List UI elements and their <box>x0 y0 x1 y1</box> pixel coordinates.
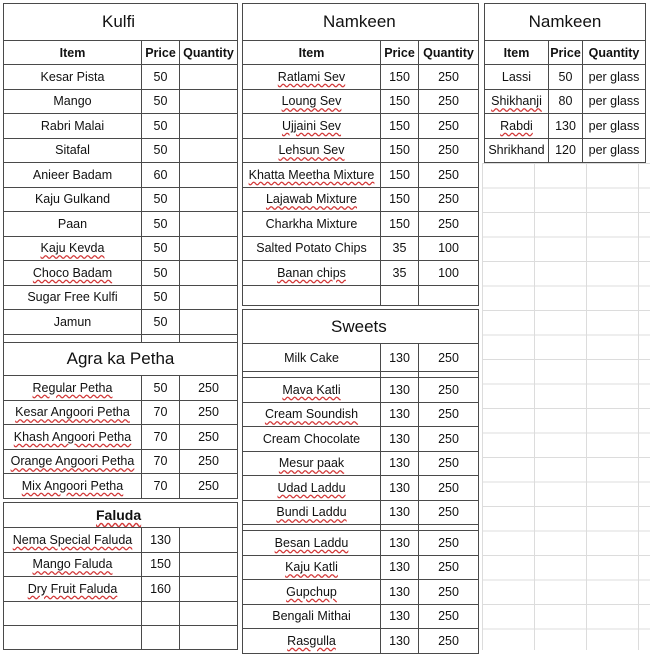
table-row <box>485 65 646 90</box>
item-price: 150 <box>381 163 419 188</box>
item-price: 130 <box>381 555 419 580</box>
item-name: Ratlami Sev <box>243 65 381 90</box>
item-name: Rabdi <box>485 114 549 139</box>
sweets-title: Sweets <box>243 310 479 344</box>
table-row <box>4 212 238 237</box>
item-name: Kesar Angoori Petha <box>4 400 142 425</box>
table-row <box>243 451 479 476</box>
item-quantity: 250 <box>419 212 479 237</box>
item-price: 130 <box>381 402 419 427</box>
item-price: 150 <box>381 138 419 163</box>
namkeen-table <box>242 3 479 306</box>
item-quantity: 250 <box>419 187 479 212</box>
table-row <box>243 629 479 654</box>
item-quantity: 250 <box>419 555 479 580</box>
table-row <box>243 236 479 261</box>
item-price: 150 <box>381 89 419 114</box>
item-name: Cream Chocolate <box>243 427 381 452</box>
item-name: Sitafal <box>4 138 142 163</box>
item-name: Regular Petha <box>4 376 142 401</box>
item-price: 150 <box>142 552 180 577</box>
item-price: 130 <box>381 629 419 654</box>
item-name: Kaju Kevda <box>4 236 142 261</box>
item-price: 160 <box>142 577 180 602</box>
item-name: Lajawab Mixture <box>243 187 381 212</box>
col-header-item: Item <box>4 41 142 65</box>
item-quantity: 250 <box>180 474 238 499</box>
table-row <box>4 138 238 163</box>
table-row <box>243 500 479 525</box>
item-price: 130 <box>549 114 583 139</box>
table-row <box>4 449 238 474</box>
item-name: Lehsun Sev <box>243 138 381 163</box>
item-name: Mava Katli <box>243 378 381 403</box>
item-name: Bengali Mithai <box>243 604 381 629</box>
item-quantity: 100 <box>419 236 479 261</box>
table-row <box>243 261 479 286</box>
table-row <box>243 163 479 188</box>
table-row <box>485 138 646 163</box>
item-name: Milk Cake <box>243 344 381 372</box>
sweets-table <box>242 309 479 654</box>
item-name: Udad Laddu <box>243 476 381 501</box>
item-price: 50 <box>549 65 583 90</box>
item-name: Salted Potato Chips <box>243 236 381 261</box>
table-row <box>4 65 238 90</box>
faluda-table <box>3 502 238 650</box>
item-quantity: 250 <box>419 604 479 629</box>
item-name: Lassi <box>485 65 549 90</box>
item-name: Khash Angoori Petha <box>4 425 142 450</box>
item-name: Choco Badam <box>4 261 142 286</box>
item-price: 50 <box>142 285 180 310</box>
item-price: 150 <box>381 114 419 139</box>
table-row <box>243 604 479 629</box>
item-price: 130 <box>381 604 419 629</box>
item-price: 130 <box>381 476 419 501</box>
table-row <box>4 163 238 188</box>
item-quantity: 250 <box>419 89 479 114</box>
item-name: Khatta Meetha Mixture <box>243 163 381 188</box>
item-quantity: 250 <box>180 425 238 450</box>
item-quantity: 250 <box>180 376 238 401</box>
item-price: 70 <box>142 400 180 425</box>
table-row <box>243 212 479 237</box>
table-row <box>243 427 479 452</box>
item-name: Kaju Katli <box>243 555 381 580</box>
table-row <box>4 400 238 425</box>
item-price: 70 <box>142 474 180 499</box>
faluda-title: Faluda <box>4 503 238 528</box>
item-quantity: 250 <box>180 400 238 425</box>
table-row <box>485 89 646 114</box>
item-name: Rabri Malai <box>4 114 142 139</box>
item-name: Loung Sev <box>243 89 381 114</box>
item-quantity <box>180 261 238 286</box>
drinks-table <box>484 3 646 163</box>
item-price: 80 <box>549 89 583 114</box>
item-price: 50 <box>142 236 180 261</box>
item-quantity: 250 <box>419 163 479 188</box>
col-header-price: Price <box>549 41 583 65</box>
item-name: Orange Angoori Petha <box>4 449 142 474</box>
kulfi-title: Kulfi <box>4 4 238 41</box>
table-row <box>243 89 479 114</box>
table-row <box>4 376 238 401</box>
table-row <box>4 577 238 602</box>
item-name: Nema Special Faluda <box>4 528 142 553</box>
table-row <box>4 552 238 577</box>
item-name: Mesur paak <box>243 451 381 476</box>
item-name: Sugar Free Kulfi <box>4 285 142 310</box>
item-price: 70 <box>142 449 180 474</box>
table-row <box>243 531 479 556</box>
item-quantity: 250 <box>419 451 479 476</box>
item-name: Dry Fruit Faluda <box>4 577 142 602</box>
petha-table <box>3 342 238 499</box>
item-quantity: 250 <box>419 629 479 654</box>
table-row <box>243 555 479 580</box>
table-row <box>243 476 479 501</box>
table-row <box>243 187 479 212</box>
table-row <box>243 138 479 163</box>
item-name: Paan <box>4 212 142 237</box>
item-quantity: per glass <box>583 65 646 90</box>
table-row <box>4 310 238 335</box>
item-price: 50 <box>142 212 180 237</box>
item-quantity: per glass <box>583 138 646 163</box>
item-price: 50 <box>142 261 180 286</box>
item-name: Anieer Badam <box>4 163 142 188</box>
col-header-quantity: Quantity <box>180 41 238 65</box>
item-quantity <box>180 577 238 602</box>
item-quantity <box>180 528 238 553</box>
col-header-quantity: Quantity <box>583 41 646 65</box>
item-price: 120 <box>549 138 583 163</box>
item-name: Ujjaini Sev <box>243 114 381 139</box>
item-quantity <box>180 65 238 90</box>
item-quantity <box>180 114 238 139</box>
petha-title: Agra ka Petha <box>4 343 238 376</box>
item-price: 130 <box>381 427 419 452</box>
table-row <box>4 89 238 114</box>
item-price: 50 <box>142 65 180 90</box>
item-name: Jamun <box>4 310 142 335</box>
item-price: 130 <box>381 531 419 556</box>
item-quantity: 250 <box>419 402 479 427</box>
table-row <box>243 580 479 605</box>
item-quantity <box>180 138 238 163</box>
item-name: Bundi Laddu <box>243 500 381 525</box>
item-quantity <box>180 163 238 188</box>
table-row <box>4 187 238 212</box>
item-price: 130 <box>142 528 180 553</box>
item-price: 50 <box>142 310 180 335</box>
item-quantity: 250 <box>180 449 238 474</box>
col-header-quantity: Quantity <box>419 41 479 65</box>
kulfi-table <box>3 3 238 343</box>
item-price: 50 <box>142 114 180 139</box>
item-quantity: per glass <box>583 89 646 114</box>
item-quantity <box>180 552 238 577</box>
item-price: 150 <box>381 65 419 90</box>
item-price: 130 <box>381 580 419 605</box>
item-quantity: 250 <box>419 65 479 90</box>
item-quantity: 250 <box>419 476 479 501</box>
item-price: 50 <box>142 89 180 114</box>
item-name: Mix Angoori Petha <box>4 474 142 499</box>
item-price: 35 <box>381 236 419 261</box>
item-quantity <box>180 236 238 261</box>
item-name: Banan chips <box>243 261 381 286</box>
item-price: 50 <box>142 187 180 212</box>
item-price: 130 <box>381 344 419 372</box>
item-name: Kaju Gulkand <box>4 187 142 212</box>
item-quantity: 100 <box>419 261 479 286</box>
item-quantity: 250 <box>419 138 479 163</box>
item-price: 60 <box>142 163 180 188</box>
item-price: 130 <box>381 378 419 403</box>
table-row <box>4 528 238 553</box>
table-row <box>4 261 238 286</box>
item-name: Shikhanji <box>485 89 549 114</box>
table-row <box>243 114 479 139</box>
item-quantity <box>180 310 238 335</box>
item-price: 35 <box>381 261 419 286</box>
col-header-price: Price <box>381 41 419 65</box>
item-name: Charkha Mixture <box>243 212 381 237</box>
table-row <box>4 285 238 310</box>
table-row <box>485 114 646 139</box>
table-row <box>4 425 238 450</box>
item-price: 50 <box>142 138 180 163</box>
table-row <box>243 402 479 427</box>
table-row <box>4 236 238 261</box>
item-name: Mango <box>4 89 142 114</box>
item-quantity: 250 <box>419 378 479 403</box>
table-row <box>4 474 238 499</box>
col-header-item: Item <box>243 41 381 65</box>
item-quantity: per glass <box>583 114 646 139</box>
item-quantity <box>180 285 238 310</box>
item-price: 50 <box>142 376 180 401</box>
item-name: Mango Faluda <box>4 552 142 577</box>
item-quantity: 250 <box>419 531 479 556</box>
table-row <box>243 344 479 372</box>
col-header-price: Price <box>142 41 180 65</box>
item-quantity <box>180 89 238 114</box>
item-quantity: 250 <box>419 344 479 372</box>
item-quantity: 250 <box>419 500 479 525</box>
item-price: 70 <box>142 425 180 450</box>
table-row <box>4 114 238 139</box>
item-quantity: 250 <box>419 114 479 139</box>
item-price: 150 <box>381 212 419 237</box>
item-quantity <box>180 212 238 237</box>
item-name: Gupchup <box>243 580 381 605</box>
item-quantity <box>180 187 238 212</box>
item-quantity: 250 <box>419 427 479 452</box>
item-name: Cream Soundish <box>243 402 381 427</box>
item-name: Besan Laddu <box>243 531 381 556</box>
col-header-item: Item <box>485 41 549 65</box>
item-price: 150 <box>381 187 419 212</box>
item-price: 130 <box>381 500 419 525</box>
drinks-title: Namkeen <box>485 4 646 41</box>
item-price: 130 <box>381 451 419 476</box>
namkeen-title: Namkeen <box>243 4 479 41</box>
table-row <box>243 65 479 90</box>
spreadsheet-grid <box>482 163 650 650</box>
item-quantity: 250 <box>419 580 479 605</box>
item-name: Shrikhand <box>485 138 549 163</box>
item-name: Rasgulla <box>243 629 381 654</box>
table-row <box>243 378 479 403</box>
item-name: Kesar Pista <box>4 65 142 90</box>
